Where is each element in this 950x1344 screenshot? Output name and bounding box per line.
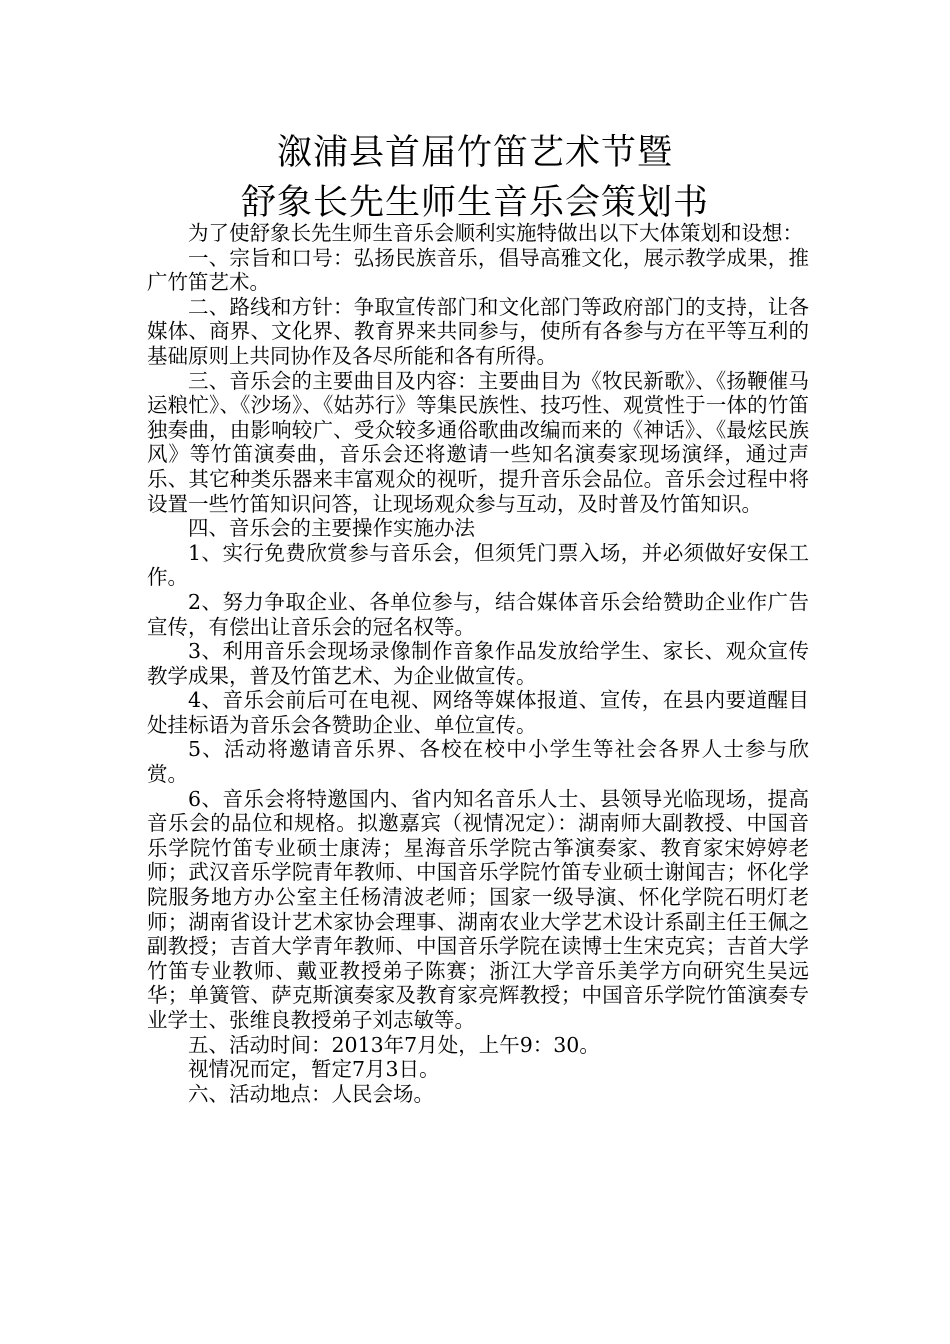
title-line-1: 溆浦县首届竹笛艺术节暨 [276, 133, 673, 173]
paragraph-guidelines: 二、路线和方针：争取宣传部门和文化部门等政府部门的支持，让各媒体、商界、文化界、教育界来共同参与，使所有各参与方在平等互利的基础原则上共同协作及各尽所能和各有所得。 [147, 294, 809, 368]
paragraph-item-6: 6、音乐会将特邀国内、省内知名音乐人士、县领导光临现场，提高音乐会的品位和规格。拟邀嘉宾（视情况定）：湖南师大副教授、中国音乐学院竹笛专业硕士康涛；星海音乐学院古筝演奏家、教育家宋婷婷老师；武汉音乐学院青年教师、中国音乐学院竹笛专业硕士谢闻吉；怀化学院服务地方办公室主任杨清波老师；国家一级导演、怀化学院石明灯老师；湖南省设计艺术家协会理事、湖南农业大学艺术设计系副主任王佩之副教授；吉首大学青年教师、中国音乐学院在读博士生宋克宾；吉首大学竹笛专业教师、戴亚教授弟子陈赛；浙江大学音乐美学方向研究生吴远华；单簧管、萨克斯演奏家及教育家亮辉教授；中国音乐学院竹笛演奏专业学士、张维良教授弟子刘志敏等。 [147, 786, 809, 1032]
document-body [147, 221, 809, 1106]
paragraph-time-note: 视情况而定，暂定7月3日。 [188, 1057, 440, 1082]
paragraph-item-2: 2、努力争取企业、各单位参与，结合媒体音乐会给赞助企业作广告宣传，有偿出让音乐会的冠名权等。 [147, 589, 809, 639]
paragraph-purpose: 一、宗旨和口号：弘扬民族音乐，倡导高雅文化，展示教学成果，推广竹笛艺术。 [147, 245, 809, 295]
paragraph-implementation-heading: 四、音乐会的主要操作实施办法 [188, 516, 475, 541]
paragraph-item-1: 1、实行免费欣赏参与音乐会，但须凭门票入场，并必须做好安保工作。 [147, 540, 809, 590]
title-line-2: 舒象长先生师生音乐会策划书 [240, 183, 709, 223]
paragraph-item-4: 4、音乐会前后可在电视、网络等媒体报道、宣传，在县内要道醒目处挂标语为音乐会各赞助企业、单位宣传。 [147, 688, 809, 737]
paragraph-intro: 为了使舒象长先生师生音乐会顺利实施特做出以下大体策划和设想： [188, 221, 803, 245]
document-title [0, 128, 950, 228]
paragraph-time: 五、活动时间：2013年7月处，上午9：30。 [188, 1032, 600, 1057]
paragraph-venue: 六、活动地点：人民会场。 [188, 1081, 434, 1106]
paragraph-repertoire: 三、音乐会的主要曲目及内容：主要曲目为《牧民新歌》、《扬鞭催马运粮忙》、《沙场》、《姑苏行》等集民族性、技巧性、观赏性于一体的竹笛独奏曲，由影响较广、受众较多通俗歌曲改编而来的《神话》、《最炫民族风》等竹笛演奏曲，音乐会还将邀请一些知名演奏家现场演绎，通过声乐、其它种类乐器来丰富观众的视听，提升音乐会品位。音乐会过程中将设置一些竹笛知识问答，让现场观众参与互动，及时普及竹笛知识。 [147, 368, 809, 516]
paragraph-item-5: 5、活动将邀请音乐界、各校在校中小学生等社会各界人士参与欣赏。 [147, 737, 809, 787]
paragraph-item-3: 3、利用音乐会现场录像制作音象作品发放给学生、家长、观众宣传教学成果，普及竹笛艺术、为企业做宣传。 [147, 639, 809, 688]
